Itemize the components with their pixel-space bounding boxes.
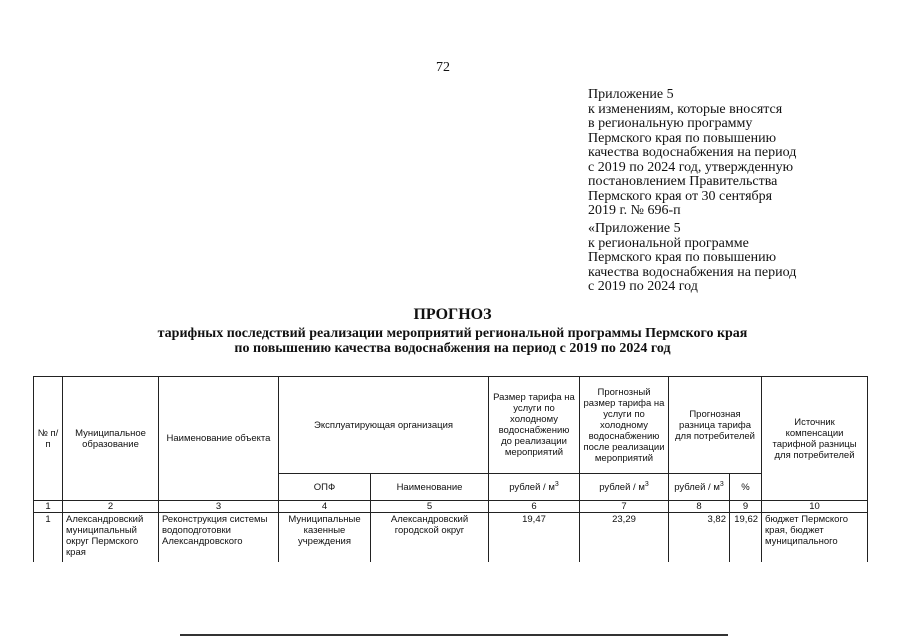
cell-opf: Муниципальные казенные учреждения [279, 513, 371, 563]
unit-label: рублей / м [674, 481, 720, 493]
column-number: 1 [34, 501, 63, 513]
appendix-line: Пермского края по повышению [588, 130, 777, 146]
document-title: ПРОГНОЗ [413, 306, 492, 323]
appendix-line: к изменениям, которые вносятся [588, 101, 783, 117]
column-number: 10 [762, 501, 868, 513]
column-number: 7 [580, 501, 669, 513]
subheader-name: Наименование [371, 474, 489, 501]
subheader-unit-after [580, 474, 669, 501]
appendix-line: в региональную программу [588, 116, 753, 131]
column-number: 8 [669, 501, 730, 513]
unit-superscript: 3 [719, 480, 724, 488]
column-number: 5 [371, 501, 489, 513]
cell-source: бюджет Пермского края, бюджет муниципального [762, 513, 868, 563]
table-row [34, 513, 868, 563]
column-number: 4 [279, 501, 371, 513]
subtitle-line: тарифных последствий реализации мероприятий региональной программы Пермского края [157, 326, 748, 341]
cell-diff-pct: 19,62 [730, 513, 762, 563]
column-number: 3 [159, 501, 279, 513]
column-number: 2 [63, 501, 159, 513]
appendix-line: «Приложение 5 [588, 221, 681, 236]
appendix-note [588, 88, 888, 219]
subtitle-line: по повышению качества водоснабжения на период с 2019 по 2024 год [234, 341, 671, 356]
appendix-line: к региональной программе [588, 235, 749, 251]
unit-superscript: 3 [554, 480, 559, 488]
appendix-line: 2019 г. № 696-п [588, 203, 681, 218]
appendix-reference [588, 222, 888, 295]
header-operator: Эксплуатирующая организация [279, 377, 489, 474]
unit-label: рублей / м [509, 481, 555, 493]
header-object-name: Наименование объекта [159, 377, 279, 501]
appendix-line: с 2019 по 2024 год, утвержденную [588, 159, 794, 175]
document-subtitle [0, 326, 905, 356]
header-tariff-after: Прогнозный размер тарифа на услуги по холодному водоснабжению после реализации мероприятий [580, 377, 669, 474]
appendix-line: Пермского края от 30 сентября [588, 188, 773, 204]
forecast-table [33, 376, 868, 562]
unit-superscript: 3 [644, 480, 649, 488]
cell-object-name: Реконструкция системы водоподготовки Александровского [159, 513, 279, 563]
header-no: № п/п [34, 377, 63, 501]
cell-municipality: Александровский муниципальный округ Пермского края [63, 513, 159, 563]
column-number: 9 [730, 501, 762, 513]
header-source: Источник компенсации тарифной разницы для потребителей [762, 377, 868, 501]
appendix-line: качества водоснабжения на период [588, 145, 797, 160]
appendix-line: качества водоснабжения на период [588, 264, 797, 280]
column-numbers-row [34, 501, 868, 513]
subheader-opf: ОПФ [279, 474, 371, 501]
appendix-line: Пермского края по повышению [588, 250, 777, 265]
header-municipality: Муниципальное образование [63, 377, 159, 501]
cell-org-name: Александровский городской округ [371, 513, 489, 563]
page-number: 72 [436, 60, 450, 75]
appendix-line: Приложение 5 [588, 87, 674, 102]
appendix-line: с 2019 по 2024 год [588, 279, 698, 294]
cell-diff-rub: 3,82 [669, 513, 730, 563]
header-tariff-before: Размер тарифа на услуги по холодному водоснабжению до реализации мероприятий [489, 377, 580, 474]
cell-no: 1 [34, 513, 63, 563]
subheader-percent: % [730, 474, 762, 501]
header-difference: Прогнозная разница тарифа для потребителей [669, 377, 762, 474]
subheader-unit-before [489, 474, 580, 501]
unit-label: рублей / м [599, 481, 645, 493]
cell-tariff-before: 19,47 [489, 513, 580, 563]
subheader-unit-diff [669, 474, 730, 501]
column-number: 6 [489, 501, 580, 513]
page-divider [180, 634, 728, 636]
appendix-line: постановлением Правительства [588, 174, 778, 189]
cell-tariff-after: 23,29 [580, 513, 669, 563]
